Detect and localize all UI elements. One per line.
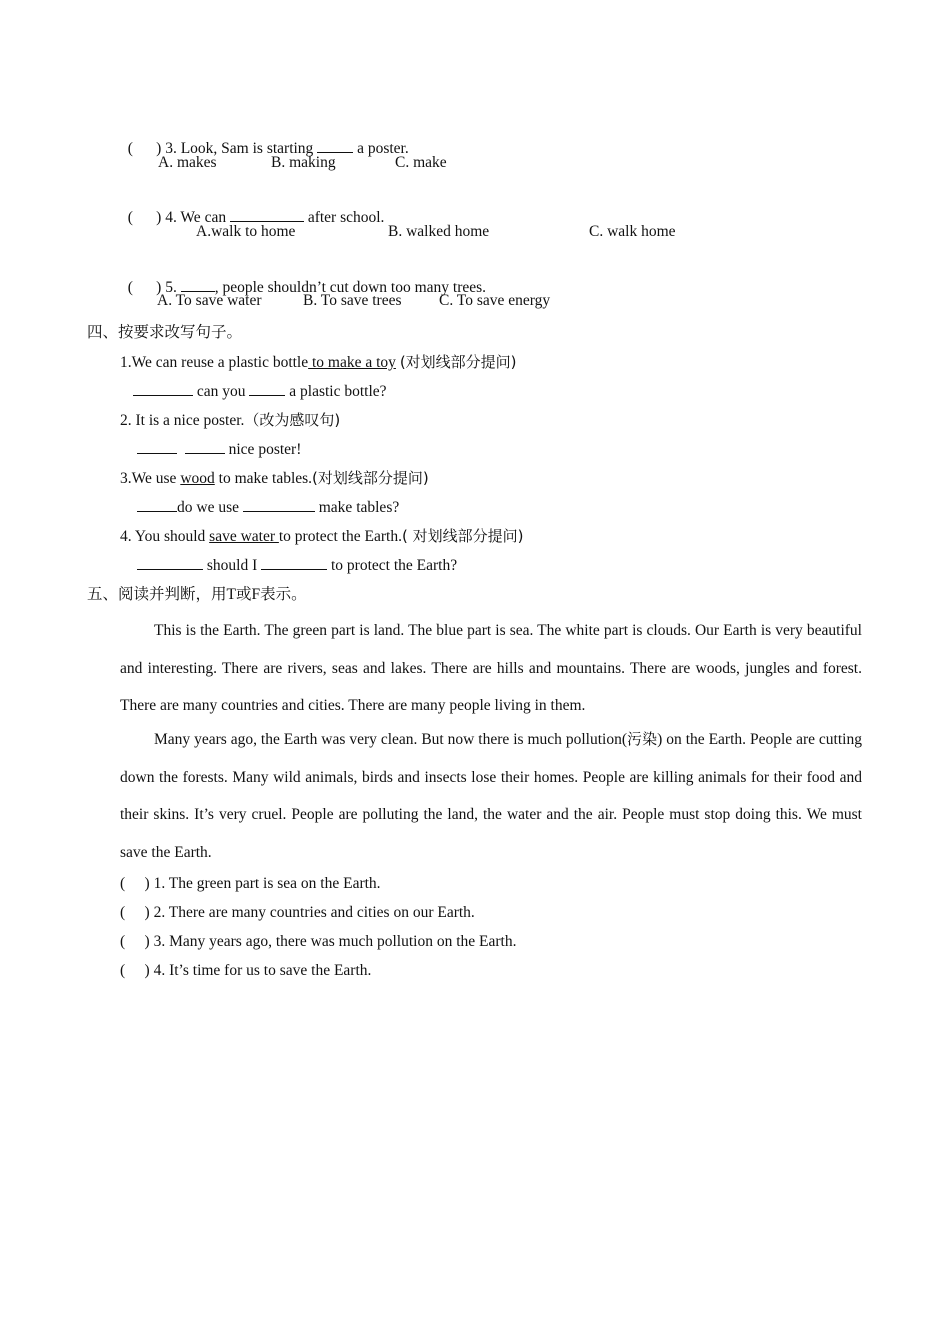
instruction-note: （改为感叹句) — [244, 411, 341, 429]
fill-blank — [249, 381, 285, 396]
answer-paren: ( ) — [120, 875, 150, 892]
section-5-heading: 五、阅读并判断，用T或F表示。 — [87, 585, 307, 603]
q3-option-c: C. make — [395, 154, 447, 171]
judgment-1: ( ) 1. The green part is sea on the Earth. — [120, 875, 381, 892]
q4-option-b: B. walked home — [388, 223, 490, 240]
rewrite-answer-1: can you a plastic bottle? — [133, 381, 387, 402]
fill-blank — [133, 381, 193, 396]
answer-paren: ( ) — [127, 140, 162, 157]
answer-paren: ( ) — [120, 904, 150, 921]
reading-paragraph-2: Many years ago, the Earth was very clean. But now there is much pollution(污染) on the Earth. People are cutting down the forests. Many wild animals, birds and insects lose their homes. People are killing animals for their food and their skins. It’s very cruel. People are polluting the land, the water and the air. People must stop doing this. We must save the Earth. — [120, 730, 862, 861]
fill-blank — [185, 439, 225, 454]
q5-option-a: A. To save water — [157, 292, 262, 309]
q3-option-b: B. making — [271, 154, 336, 171]
q5-option-b: B. To save trees — [303, 292, 402, 309]
underlined-phrase: wood — [180, 470, 215, 487]
reading-paragraph-1: This is the Earth. The green part is land. The blue part is sea. The white part is clouds. Our Earth is very beautiful and interesting. There are rivers, seas and lakes. There are hills and mountains. There are woods, jungles and forest. There are many countries and cities. There are many people living in them. — [120, 622, 862, 714]
rewrite-answer-4: should I to protect the Earth? — [137, 555, 457, 576]
fill-blank — [317, 138, 353, 153]
judgment-2: ( ) 2. There are many countries and cities on our Earth. — [120, 904, 475, 921]
underlined-phrase: to make a toy — [308, 354, 396, 371]
chinese-gloss: 污染 — [626, 730, 658, 748]
fill-blank — [137, 555, 203, 570]
q5-option-c: C. To save energy — [439, 292, 551, 309]
question-3: ( ) 3. Look, Sam is starting a poster. — [127, 140, 409, 157]
fill-blank — [230, 207, 304, 222]
fill-blank — [261, 555, 327, 570]
section-4-heading: 四、按要求改写句子。 — [87, 323, 243, 341]
question-4: ( ) 4. We can after school. — [127, 209, 385, 226]
rewrite-answer-2: nice poster! — [137, 439, 301, 460]
answer-paren: ( ) — [120, 933, 150, 950]
rewrite-item-3: 3.We use wood to make tables.(对划线部分提问) — [120, 469, 429, 487]
underlined-phrase: save water — [209, 528, 279, 545]
answer-paren: ( ) — [120, 962, 150, 979]
fill-blank — [243, 497, 315, 512]
answer-paren: ( ) — [127, 209, 162, 226]
judgment-3: ( ) 3. Many years ago, there was much pollution on the Earth. — [120, 933, 517, 950]
answer-paren: ( ) — [127, 279, 162, 296]
instruction-note: (对划线部分提问) — [312, 469, 429, 487]
rewrite-item-4: 4. You should save water to protect the Earth.( 对划线部分提问) — [120, 527, 524, 545]
fill-blank — [137, 497, 177, 512]
rewrite-item-1: 1.We can reuse a plastic bottle to make a toy (对划线部分提问) — [120, 353, 517, 371]
instruction-note: ( 对划线部分提问) — [401, 527, 524, 545]
q4-option-c: C. walk home — [589, 223, 676, 240]
fill-blank — [181, 277, 215, 292]
rewrite-item-2: 2. It is a nice poster.（改为感叹句) — [120, 411, 341, 429]
question-5: ( ) 5. , people shouldn’t cut down too many trees. — [127, 279, 487, 296]
instruction-note: (对划线部分提问) — [399, 353, 517, 371]
q4-option-a: A.walk to home — [196, 223, 296, 240]
judgment-4: ( ) 4. It’s time for us to save the Earth. — [120, 962, 372, 979]
q3-option-a: A. makes — [158, 154, 217, 171]
fill-blank — [137, 439, 177, 454]
rewrite-answer-3: do we use make tables? — [137, 497, 399, 518]
